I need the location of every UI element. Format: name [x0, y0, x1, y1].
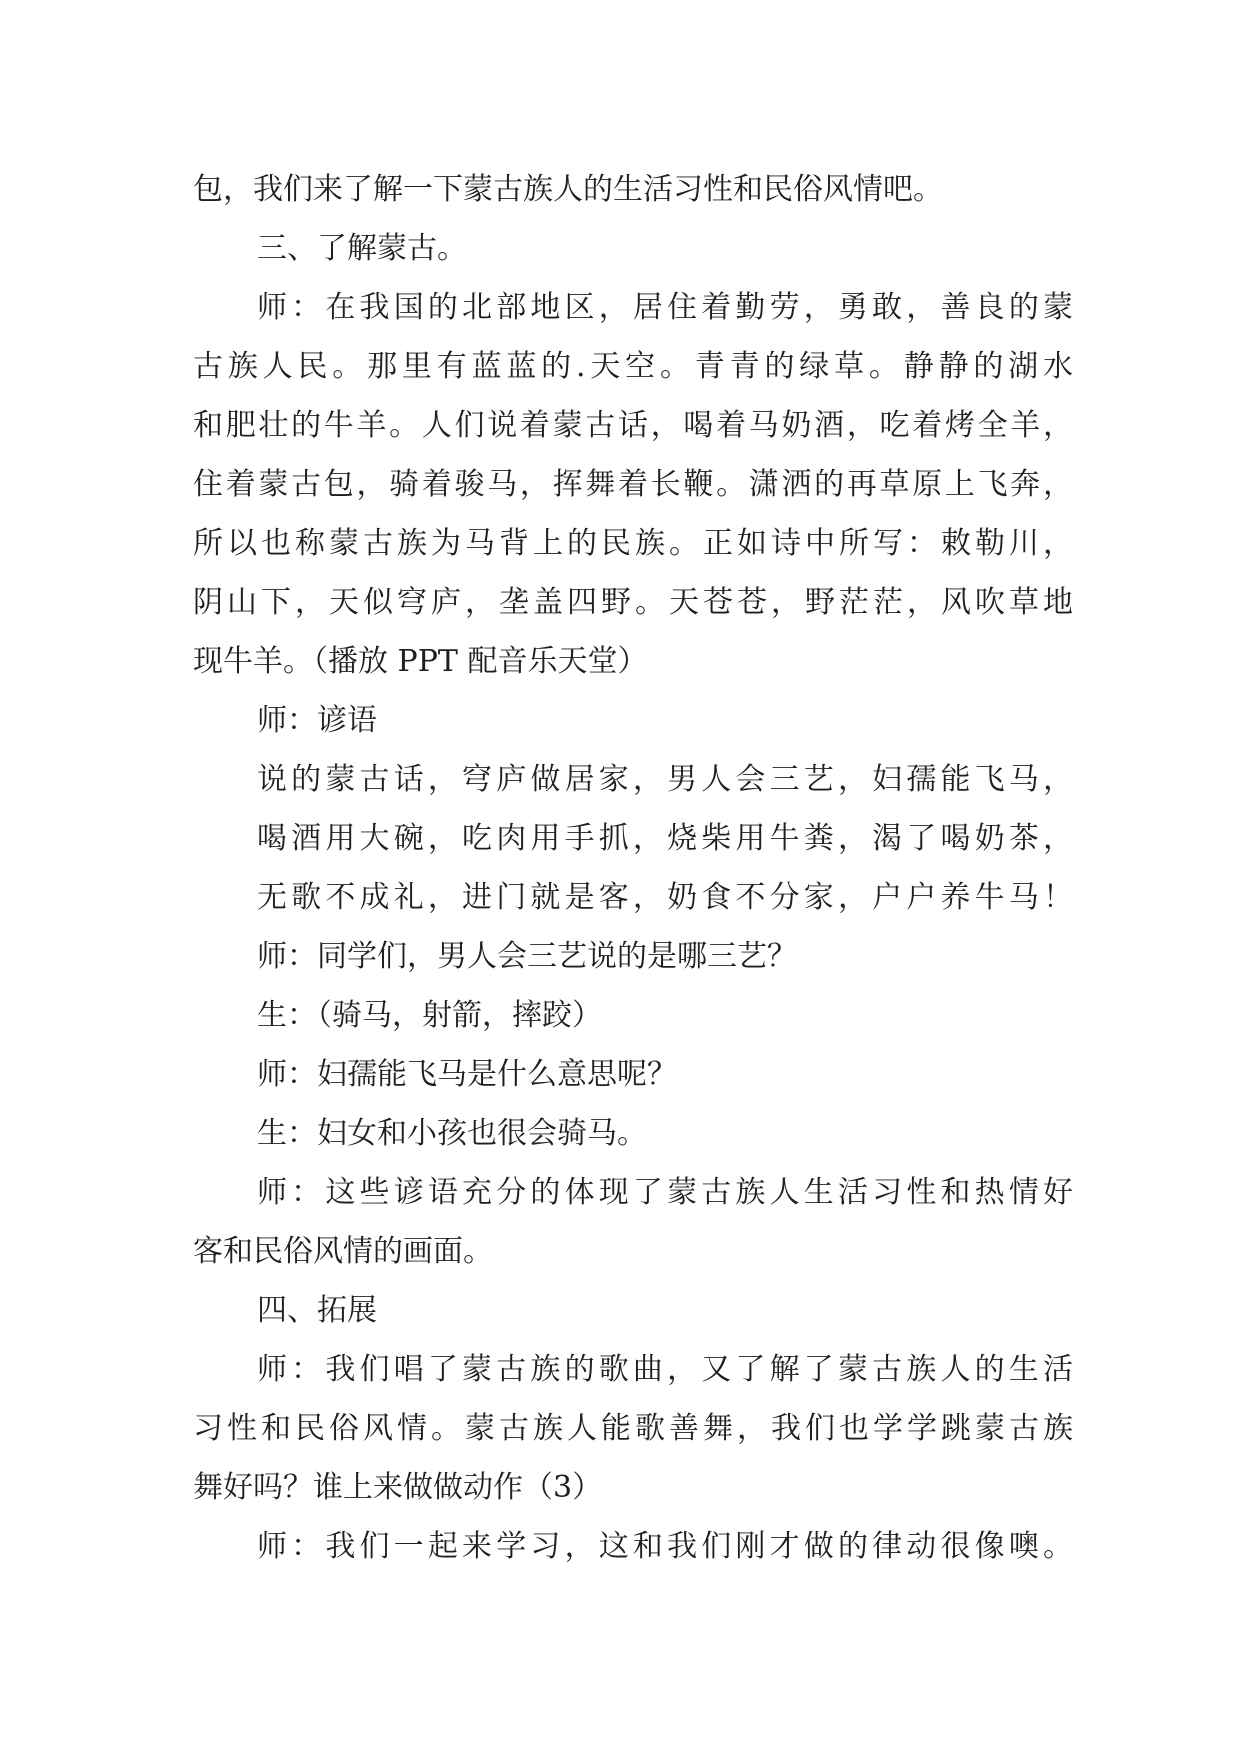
text-line: 现牛羊。（播放 PPT 配音乐天堂）: [193, 644, 648, 679]
text-line: 客和民俗风情的画面。: [193, 1234, 493, 1269]
text-line: 包，我们来了解一下蒙古族人的生活习性和民俗风情吧。: [193, 172, 943, 207]
text-line: 四、拓展: [257, 1293, 377, 1328]
text-line: 喝酒用大碗，吃肉用手抓，烧柴用牛粪，渴了喝奶茶，: [257, 821, 1073, 856]
text-line: 习性和民俗风情。蒙古族人能歌善舞，我们也学学跳蒙古族: [193, 1411, 1073, 1446]
text-line: 舞好吗？谁上来做做动作（3）: [193, 1470, 603, 1505]
text-line: 生：（骑马，射箭，摔跤）: [257, 998, 602, 1033]
text-line: 师：谚语: [257, 703, 377, 738]
text-line: 师：我们一起来学习，这和我们刚才做的律动很像噢。: [257, 1529, 1073, 1564]
text-line: 所以也称蒙古族为马背上的民族。正如诗中所写：敕勒川，: [193, 526, 1073, 561]
text-line: 师：同学们，男人会三艺说的是哪三艺？: [257, 939, 797, 974]
text-line: 无歌不成礼，进门就是客，奶食不分家，户户养牛马！: [257, 880, 1073, 915]
text-line: 和肥壮的牛羊。人们说着蒙古话，喝着马奶酒，吃着烤全羊，: [193, 408, 1073, 443]
text-line: 师：妇孺能飞马是什么意思呢？: [257, 1057, 677, 1092]
text-line: 师：我们唱了蒙古族的歌曲，又了解了蒙古族人的生活: [257, 1352, 1073, 1387]
text-line: 阴山下，天似穹庐，垄盖四野。天苍苍，野茫茫，风吹草地: [193, 585, 1073, 620]
text-line: 说的蒙古话，穹庐做居家，男人会三艺，妇孺能飞马，: [257, 762, 1073, 797]
text-line: 住着蒙古包，骑着骏马，挥舞着长鞭。潇洒的再草原上飞奔，: [193, 467, 1073, 502]
text-line: 古族人民。那里有蓝蓝的.天空。青青的绿草。静静的湖水: [193, 349, 1073, 384]
text-line: 生：妇女和小孩也很会骑马。: [257, 1116, 647, 1151]
text-line: 师：这些谚语充分的体现了蒙古族人生活习性和热情好: [257, 1175, 1073, 1210]
text-line: 三、了解蒙古。: [257, 231, 467, 266]
text-line: 师：在我国的北部地区，居住着勤劳，勇敢，善良的蒙: [257, 290, 1073, 325]
document-body: [193, 160, 1073, 1576]
